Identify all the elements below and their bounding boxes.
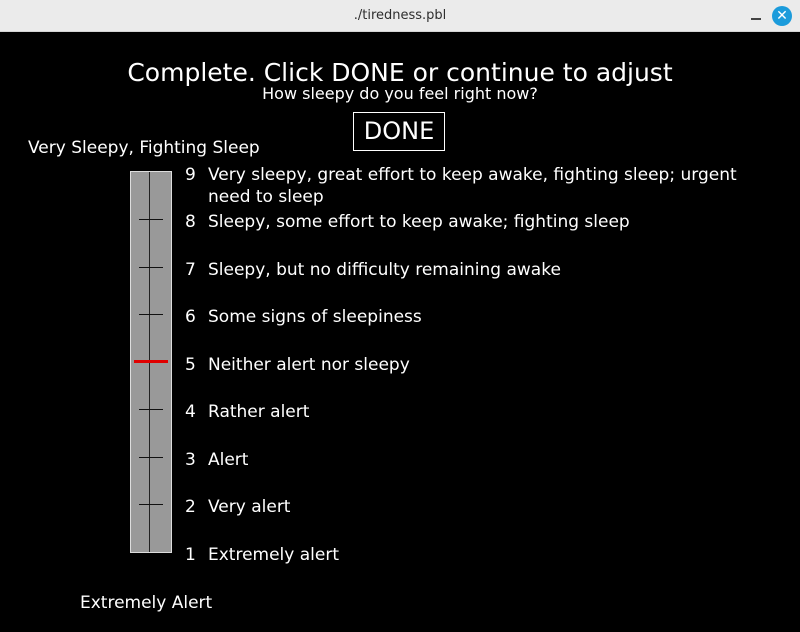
option-number: 2 bbox=[185, 497, 196, 517]
option-number: 9 bbox=[185, 165, 196, 185]
slider-tick bbox=[139, 504, 163, 505]
scale-option-3 bbox=[185, 449, 768, 471]
slider-tick bbox=[139, 457, 163, 458]
slider-tick bbox=[139, 267, 163, 268]
option-text: Alert bbox=[208, 450, 249, 470]
done-button[interactable]: DONE bbox=[353, 112, 445, 151]
option-number: 5 bbox=[185, 355, 196, 375]
option-text: Some signs of sleepiness bbox=[208, 307, 422, 327]
scale-option-8 bbox=[185, 211, 768, 233]
window-titlebar bbox=[0, 0, 800, 32]
option-text: Neither alert nor sleepy bbox=[208, 355, 410, 375]
option-number: 6 bbox=[185, 307, 196, 327]
option-text: Extremely alert bbox=[208, 545, 340, 565]
option-text: Very sleepy, great effort to keep awake, fighting sleep; urgent need to sleep bbox=[208, 165, 737, 207]
slider-tick bbox=[139, 314, 163, 315]
scale-option-2 bbox=[185, 496, 768, 518]
option-number: 7 bbox=[185, 260, 196, 280]
scale-option-6 bbox=[185, 306, 768, 328]
slider-tick bbox=[139, 219, 163, 220]
close-icon[interactable]: ✕ bbox=[772, 6, 792, 26]
option-number: 1 bbox=[185, 545, 196, 565]
option-text: Sleepy, but no difficulty remaining awake bbox=[208, 260, 561, 280]
window-title: ./tiredness.pbl bbox=[353, 8, 447, 23]
scale-option-7 bbox=[185, 259, 768, 281]
slider-tick bbox=[139, 409, 163, 410]
instruction-heading: Complete. Click DONE or continue to adjust bbox=[127, 58, 673, 87]
scale-option-1 bbox=[185, 544, 768, 566]
option-text: Rather alert bbox=[208, 402, 310, 422]
option-text: Very alert bbox=[208, 497, 291, 517]
option-text: Sleepy, some effort to keep awake; fighting sleep bbox=[208, 212, 630, 232]
scale-option-9 bbox=[185, 164, 768, 208]
minimize-icon[interactable] bbox=[746, 6, 766, 26]
question-text: How sleepy do you feel right now? bbox=[262, 84, 538, 103]
scale-option-5 bbox=[185, 354, 768, 376]
option-number: 8 bbox=[185, 212, 196, 232]
option-number: 3 bbox=[185, 450, 196, 470]
option-number: 4 bbox=[185, 402, 196, 422]
scale-top-label: Very Sleepy, Fighting Sleep bbox=[28, 138, 260, 158]
slider-marker[interactable] bbox=[134, 360, 168, 363]
scale-bottom-label: Extremely Alert bbox=[80, 593, 213, 613]
scale-option-4 bbox=[185, 401, 768, 423]
